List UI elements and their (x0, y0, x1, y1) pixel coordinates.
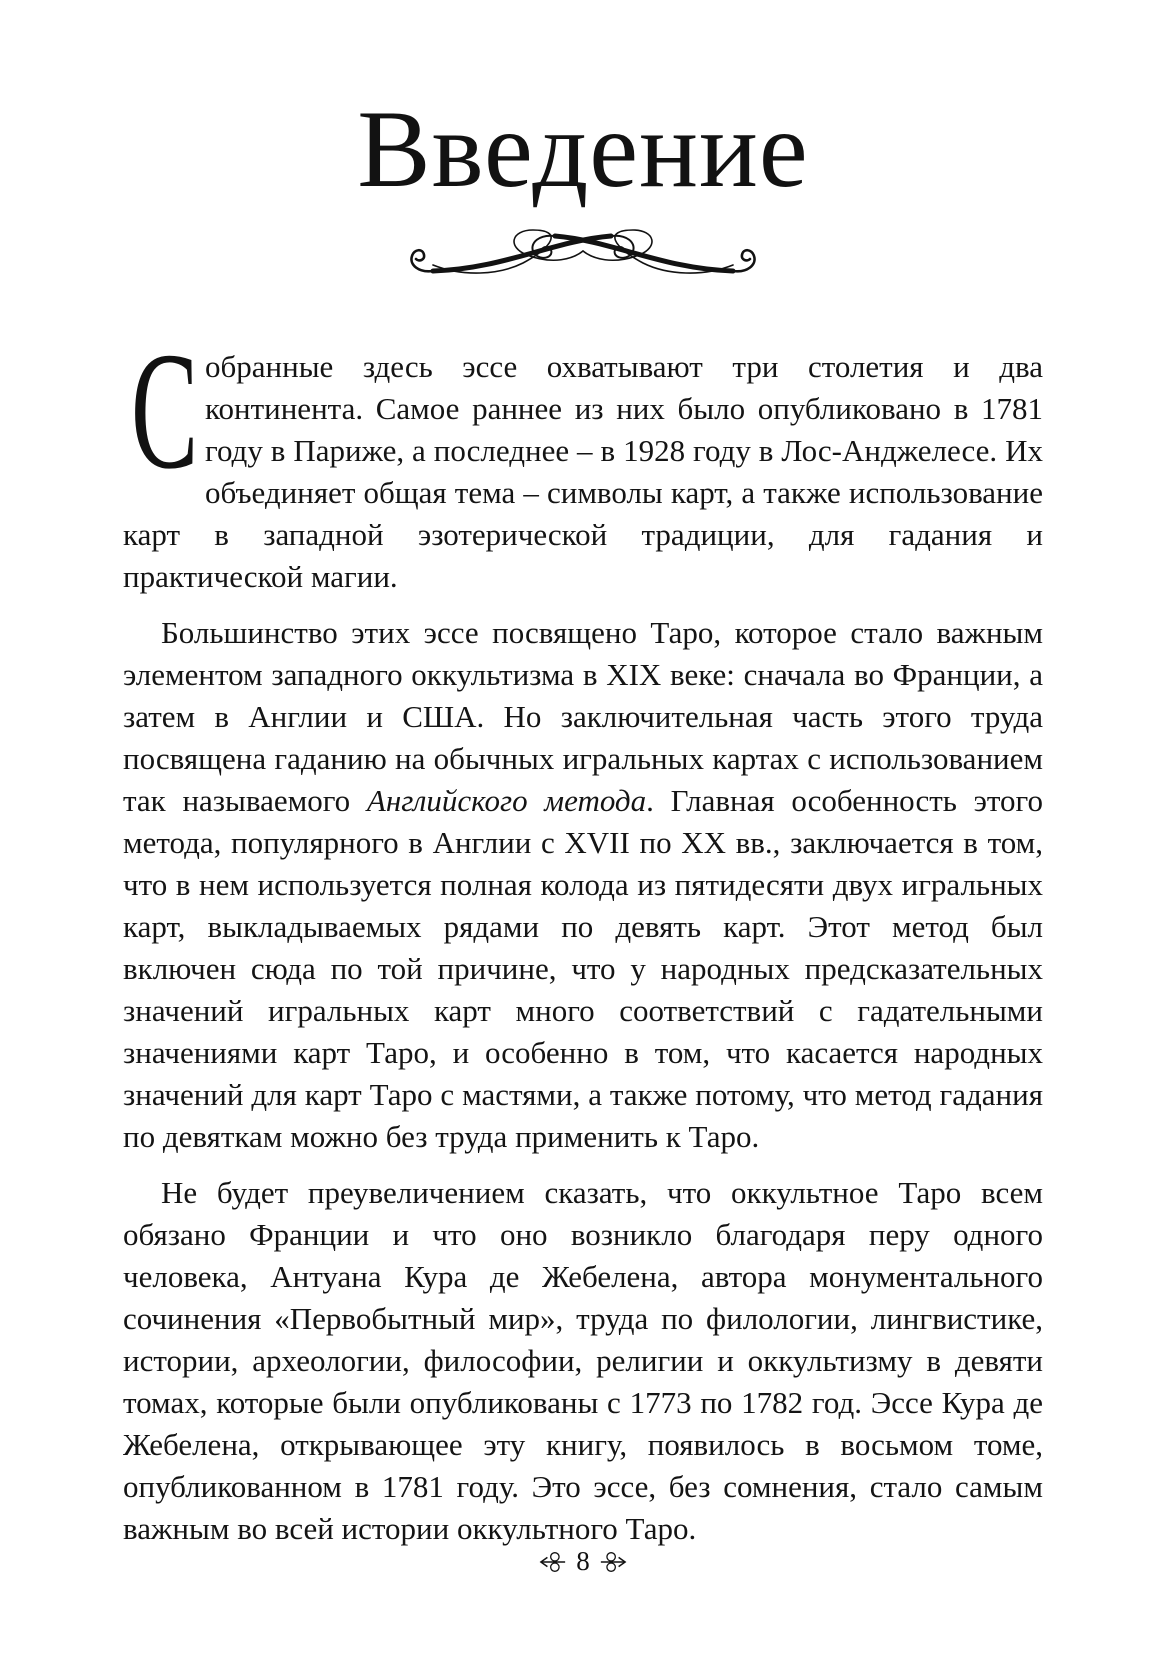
fleuron-arrow-right-icon (599, 1549, 627, 1575)
body-text (123, 317, 1043, 1550)
title-divider (123, 225, 1043, 284)
chapter-title: Введение (357, 88, 809, 210)
paragraph-1-text: обранные здесь эссе охватывают три столетия и два континента. Самое раннее из них было опубликовано в 1781 году в Париже, а последнее – в 1928 году в Лос-Анджелесе. Их объединяет общая тема – символы карт, а также использование карт в западной эзотерической традиции, для гадания и практической магии. (123, 348, 1043, 594)
paragraph-2 (123, 612, 1043, 1158)
paragraph-2-text-start: Большинство этих эссе посвящено Таро, которое стало важным элементом западного оккультизма в XIX веке: сначала во Франции, а затем в Англии и США. Но заключительная часть этого труда посвящена гаданию на обычных игральных картах с использованием так называемого (123, 614, 1043, 818)
page-footer (0, 1548, 1166, 1575)
paragraph-2-italic-phrase: Английского метода (366, 782, 647, 818)
fleuron-arrow-left-icon (539, 1549, 567, 1575)
paragraph-1 (123, 317, 1043, 598)
paragraph-3 (123, 1172, 1043, 1550)
flourish-divider-icon (403, 266, 763, 283)
paragraph-2-text-end: . Главная особенность этого метода, популярного в Англии с XVII по XX вв., заключается в том, что в нем используется полная колода из пятидесяти двух игральных карт, выкладываемых рядами по девять карт. Этот метод был включен сюда по той причине, что у народных предсказательных значений игральных карт много соответствий с гадательными значениями карт Таро, и особенно в том, что касается народных значений для карт Таро с мастями, а также потому, что метод гадания по девяткам можно без труда применить к Таро. (123, 782, 1043, 1154)
paragraph-3-text: Не будет преувеличением сказать, что оккультное Таро всем обязано Франции и что оно возникло благодаря перу одного человека, Антуана Кура де Жебелена, автора монументального сочинения «Первобытный мир», труда по филологии, лингвистике, истории, археологии, философии, религии и оккультизму в девяти томах, которые были опубликованы с 1773 по 1782 год. Эссе Кура де Жебелена, открывающее эту книгу, появилось в восьмом томе, опубликованном в 1781 году. Это эссе, без сомнения, стало самым важным во всей истории оккультного Таро. (123, 1174, 1043, 1546)
page-number: 8 (576, 1546, 590, 1576)
drop-cap-letter: С (131, 317, 199, 504)
